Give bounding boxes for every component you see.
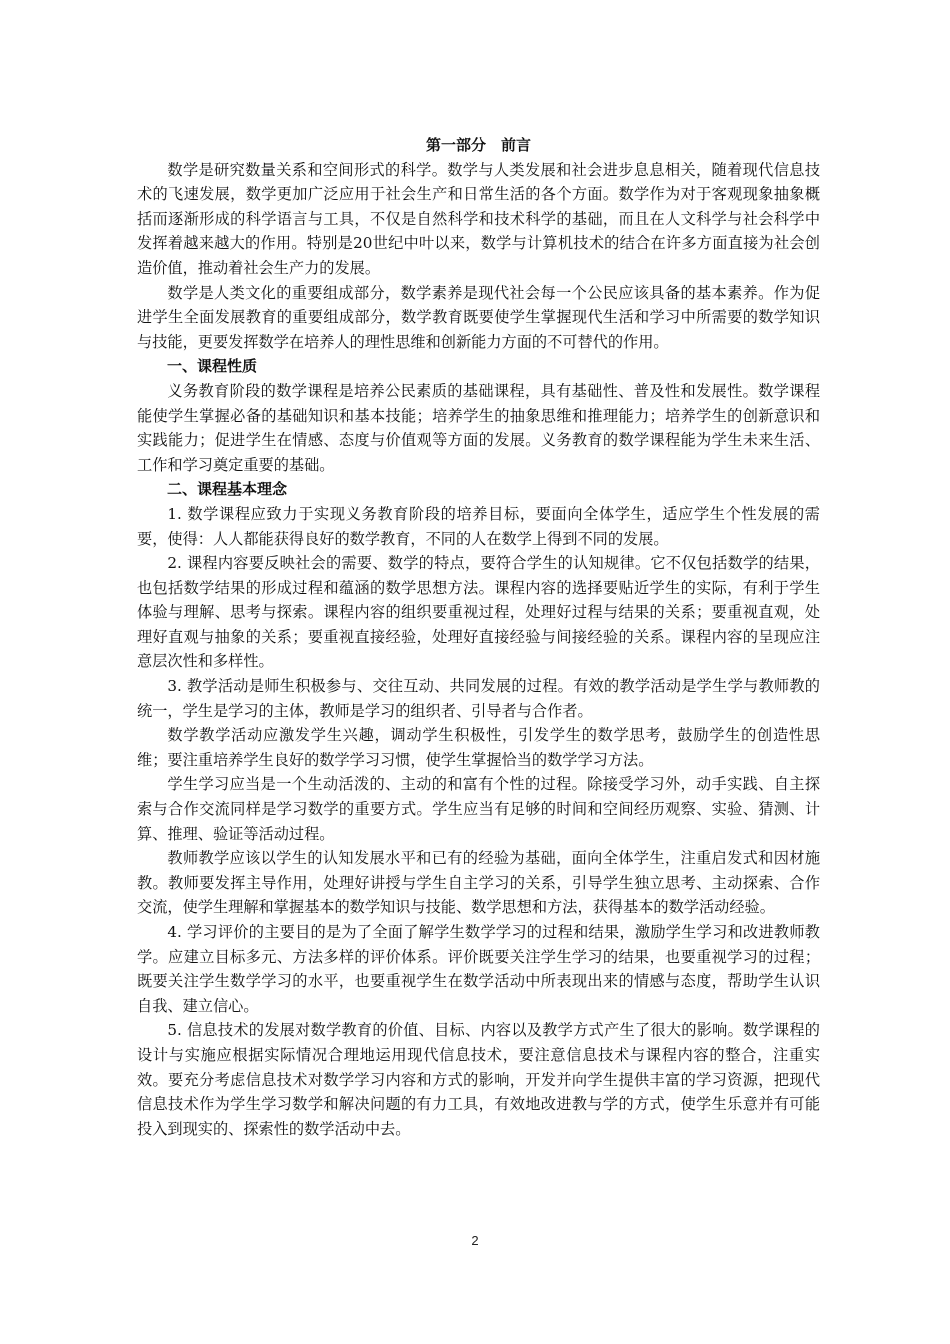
section-paragraph: 教师教学应该以学生的认知发展水平和已有的经验为基础，面向全体学生，注重启发式和因材施教。教师要发挥主导作用，处理好讲授与学生自主学习的关系，引导学生独立思考、主动探索、合作交流，使学生理解和掌握基本的数学知识与技能、数学思想和方法，获得基本的数学活动经验。 [137, 849, 820, 917]
section-paragraph: 2. 课程内容要反映社会的需要、数学的特点，要符合学生的认知规律。它不仅包括数学的结果，也包括数学结果的形成过程和蕴涵的数学思想方法。课程内容的选择要贴近学生的实际，有利于学生体验与理解、思考与探索。课程内容的组织要重视过程，处理好过程与结果的关系；要重视直观，处理好直观与抽象的关系；要重视直接经验，处理好直接经验与间接经验的关系。课程内容的呈现应注意层次性和多样性。 [137, 554, 820, 671]
section-heading-principles: 二、课程基本理念 [167, 480, 288, 499]
section-paragraph: 数学教学活动应激发学生兴趣，调动学生积极性，引发学生的数学思考，鼓励学生的创造性思维；要注重培养学生良好的数学学习习惯，使学生掌握恰当的数学学习方法。 [137, 726, 820, 769]
intro-paragraph: 数学是人类文化的重要组成部分，数学素养是现代社会每一个公民应该具备的基本素养。作为促进学生全面发展教育的重要组成部分，数学教育既要使学生掌握现代生活和学习中所需要的数学知识与技能，更要发挥数学在培养人的理性思维和创新能力方面的不可替代的作用。 [137, 283, 820, 351]
section-paragraph: 学生学习应当是一个生动活泼的、主动的和富有个性的过程。除接受学习外，动手实践、自主探索与合作交流同样是学习数学的重要方式。学生应当有足够的时间和空间经历观察、实验、猜测、计算、推理、验证等活动过程。 [137, 775, 820, 843]
section-paragraph: 5. 信息技术的发展对数学教育的价值、目标、内容以及教学方式产生了很大的影响。数学课程的设计与实施应根据实际情况合理地运用现代信息技术，要注意信息技术与课程内容的整合，注重实效。要充分考虑信息技术对数学学习内容和方式的影响，开发并向学生提供丰富的学习资源，把现代信息技术作为学生学习数学和解决问题的有力工具，有效地改进教与学的方式，使学生乐意并有可能投入到现实的、探索性的数学活动中去。 [137, 1021, 820, 1138]
section-heading-nature: 一、课程性质 [167, 357, 258, 376]
page-title: 第一部分 前言 [425, 136, 531, 154]
document-body [137, 133, 820, 1141]
section-paragraph: 4. 学习评价的主要目的是为了全面了解学生数学学习的过程和结果，激励学生学习和改进教师教学。应建立目标多元、方法多样的评价体系。评价既要关注学生学习的结果，也要重视学习的过程；既要关注学生数学学习的水平，也要重视学生在数学活动中所表现出来的情感与态度，帮助学生认识自我、建立信心。 [137, 923, 820, 1015]
intro-paragraph: 数学是研究数量关系和空间形式的科学。数学与人类发展和社会进步息息相关，随着现代信息技术的飞速发展，数学更加广泛应用于社会生产和日常生活的各个方面。数学作为对于客观现象抽象概括而逐渐形成的科学语言与工具，不仅是自然科学和技术科学的基础，而且在人文科学与社会科学中发挥着越来越大的作用。特别是20世纪中叶以来，数学与计算机技术的结合在许多方面直接为社会创造价值，推动着社会生产力的发展。 [137, 160, 820, 277]
section-paragraph: 义务教育阶段的数学课程是培养公民素质的基础课程，具有基础性、普及性和发展性。数学课程能使学生掌握必备的基础知识和基本技能；培养学生的抽象思维和推理能力；培养学生的创新意识和实践能力；促进学生在情感、态度与价值观等方面的发展。义务教育的数学课程能为学生未来生活、工作和学习奠定重要的基础。 [137, 381, 820, 474]
page-number: 2 [471, 1233, 479, 1248]
section-paragraph: 1. 数学课程应致力于实现义务教育阶段的培养目标，要面向全体学生，适应学生个性发展的需要，使得：人人都能获得良好的数学教育，不同的人在数学上得到不同的发展。 [137, 504, 820, 548]
section-paragraph: 3. 教学活动是师生积极参与、交往互动、共同发展的过程。有效的教学活动是学生学与教师教的统一，学生是学习的主体，教师是学习的组织者、引导者与合作者。 [137, 677, 820, 720]
